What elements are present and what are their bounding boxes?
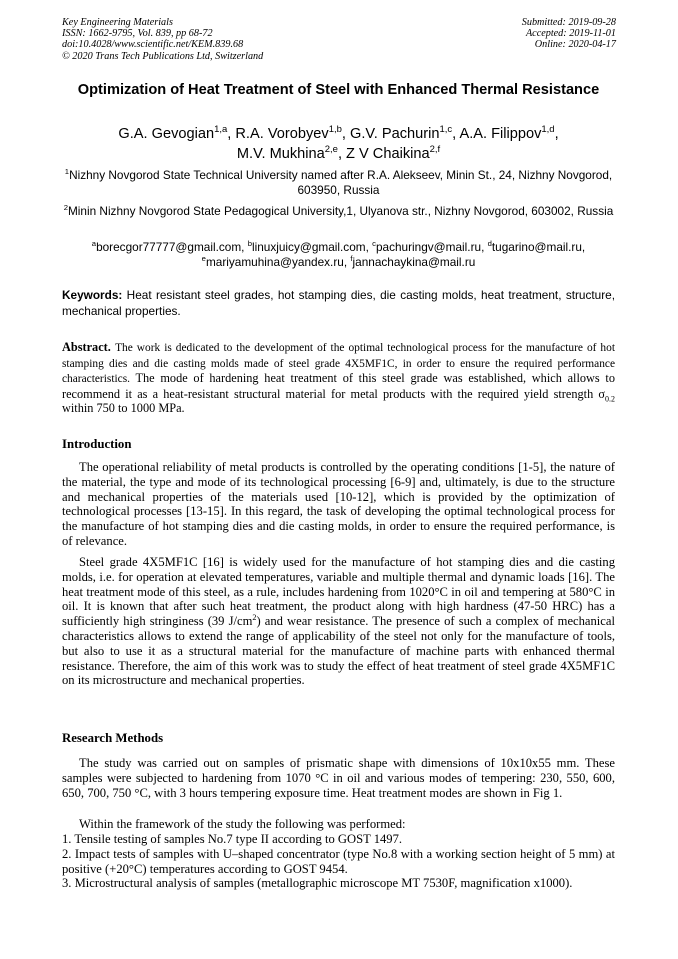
email[interactable]: $^a$borecgor77777@gmail.com [91,239,242,254]
journal-name: Key Engineering Materials [62,17,173,28]
author: Z V Chaikina$^{2,f}$ [346,144,441,162]
introduction-heading: Introduction [62,437,132,451]
email[interactable]: $^b$linuxjuicy@gmail.com [247,239,366,254]
paper-title: Optimization of Heat Treatment of Steel with Enhanced Thermal Resistance [77,82,600,98]
submitted-date: Submitted: 2019-09-28 [521,17,616,28]
list-item: 3. Microstructural analysis of samples (metallographic microscope MT 7530F, magnification x1000). [62,876,573,891]
author: R.A. Vorobyev$^{1,b}$, [235,124,350,142]
author: G.A. Gevogian$^{1,a}$, [118,124,236,142]
abstract-text-part1: The work is dedicated to the development of the optimal technological process for the manufacture of hot stamping dies and die casting molds made of steel grade 4X5MF1C, in order to ensure the required performance characteristics. [62,342,615,385]
email[interactable]: $^f$jannachaykina@mail.ru [350,254,476,269]
email-list: $^a$borecgor77777@gmail.com, $^b$linuxjuicy@gmail.com, $^c$pachuringv@mail.ru, $^d$tugarino@mail.ru, $^e$mariyamuhina@yandex.ru, $^f$jannachaykina@mail.ru [91,239,586,269]
abstract-text-part2: The mode of hardening heat treatment of this steel grade was established, which allows to recommend it as a heat-resistant structural material for metal products with the required yield strength σ [62,371,615,401]
methods-paragraph-2: Within the framework of the study the following was performed: [79,817,406,831]
publication-dates [522,17,616,51]
email[interactable]: $^e$mariyamuhina@yandex.ru [201,254,344,269]
methods-paragraph-1: The study was carried out on samples of prismatic shape with dimensions of 10x10x55 mm. These samples were subjected to hardening from 1070 °C in oil and various modes of tempering: 230, 550, 600, 650, 700, 750 °C, with 3 hours tempering exposure time. Heat treatment modes are shown in Fig 1. [62,756,615,800]
list-item: 2. Impact tests of samples with U–shaped concentrator (type No.8 with a working section height of 5 mm) at positive (+20°C) temperatures according to GOST 9454. [62,846,615,876]
methods-list [62,832,615,891]
affiliation-2: $^2$Minin Nizhny Novgorod State Pedagogical University,1, Ulyanova str., Nizhny Novgorod, 603002, Russia [63,203,614,218]
keywords-label: Keywords: [62,288,123,302]
author: G.V. Pachurin$^{1,c}$, [349,124,460,142]
author: M.V. Mukhina$^{2,e}$, [236,144,347,162]
author: A.A. Filippov$^{1,d}$, [459,124,559,142]
copyright-line: © 2020 Trans Tech Publications Ltd, Switzerland [62,50,264,62]
abstract: Abstract. The work is dedicated to the development of the optimal technological process for the manufacture of hot stamping dies and die casting molds made of steel grade 4X5MF1C, in order to ensure the required performance characteristics. The mode of hardening heat treatment of this steel grade was established, which allows to recommend it as a heat-resistant structural material for metal products with the required yield strength $\sigma_{0.2}$ within 750 to 1000 MPa. [62,340,615,415]
online-date: Online: 2020-04-17 [534,39,616,51]
research-methods-heading: Research Methods [62,731,164,745]
journal-info [62,17,263,62]
keywords [62,288,615,319]
list-item: 1. Tensile testing of samples No.7 type II according to GOST 1497. [62,832,403,846]
email[interactable]: $^c$pachuringv@mail.ru [372,239,482,254]
introduction-paragraph-1: The operational reliability of metal products is controlled by the operating conditions [1-5], the nature of the material, the type and mode of its technological processing [6-9] and, ultimately, is due to the structure and mechanical properties of the materials used [10-12], which is provided by the optimization of technological processes [13-15]. In this regard, the task of developing the optimal technological process for the manufacture of hot stamping dies and die casting molds, in order to ensure the required performance, is of relevance. [62,460,615,548]
affiliation-1: $^1$Nizhny Novgorod State Technical University named after R.A. Alekseev, Minin St., 24, Nizhny Novgorod, 603950, Russia [64,167,613,197]
author-list [62,124,615,164]
keywords-text: Heat resistant steel grades, hot stamping dies, die casting molds, heat treatment, structure, mechanical properties. [62,288,615,318]
accepted-date: Accepted: 2019-11-01 [525,28,616,40]
abstract-label: Abstract. [62,340,111,354]
issn-line: ISSN: 1662-9795, Vol. 839, pp 68-72 [62,28,213,40]
email[interactable]: $^d$tugarino@mail.ru [487,239,582,254]
introduction-paragraph-2: Steel grade 4X5MF1C [16] is widely used for the manufacture of hot stamping dies and die casting molds, i.e. for operation at elevated temperatures, variable and multiple thermal and dynamic loads [16]. The heat treatment mode of this steel, as a rule, includes hardening from 1020°C in oil and tempering at 580°C in oil. It is known that after such heat treatment, the product along with high hardness (47-50 HRC) has a sufficiently high stringiness (39 $J/cm^2$) and wear resistance. The presence of such a complex of mechanical characteristics allows to extend the range of applicability of the steel not only for the manufacture of tools, but also to use it as a structural material for the manufacture of machine parts with enhanced thermal resistance. Therefore, the aim of this work was to study the effect of heat treatment of steel grade 4X5MF1C on its microstructure and mechanical properties. [62,555,615,688]
doi-line: doi:10.4028/www.scientific.net/KEM.839.68 [62,39,244,51]
